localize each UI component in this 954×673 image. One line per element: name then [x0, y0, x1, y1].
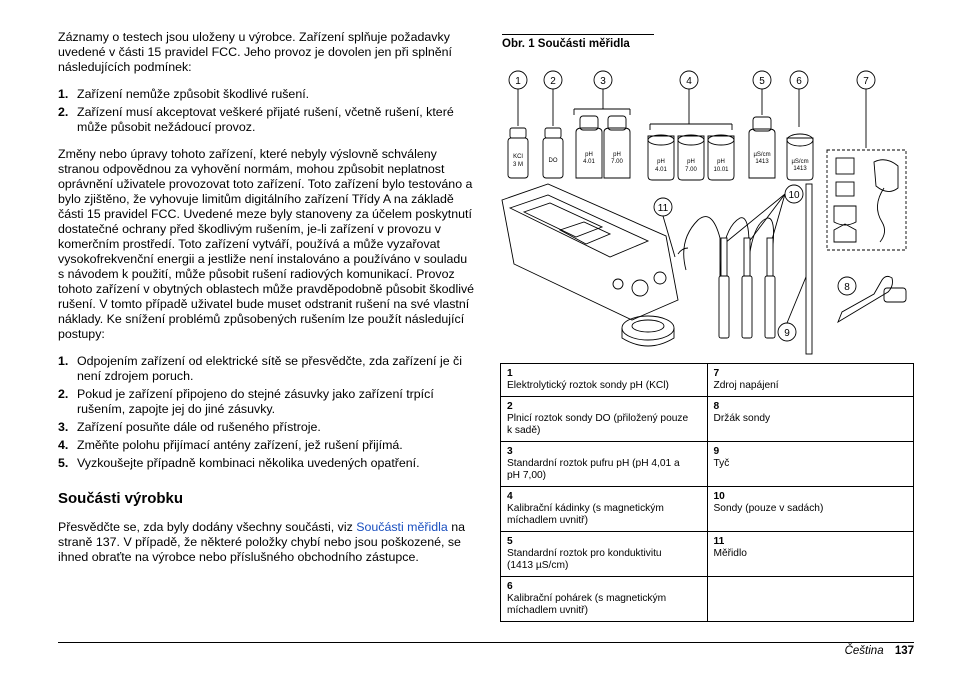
table-cell	[707, 577, 914, 622]
callout-label-8: 8	[844, 282, 850, 293]
part-description: Kalibrační kádinky (s magnetickým míchadlem uvnitř)	[507, 503, 664, 526]
left-column	[58, 30, 476, 577]
list-item	[58, 354, 476, 384]
callout-label-11: 11	[657, 203, 669, 214]
callout-label-1: 1	[515, 76, 521, 87]
list-item-text: Vyzkoušejte případně kombinaci několika uvedených opatření.	[77, 456, 420, 470]
part-description: Plnicí roztok sondy DO (přiložený pouze k sadě)	[507, 413, 689, 436]
parts-text-pre: Přesvědčte se, zda byly dodány všechny součásti, viz	[58, 520, 357, 534]
table-row	[501, 364, 914, 397]
list-item-text: Odpojením zařízení od elektrické sítě se přesvědčte, zda zařízení je či není zdrojem poruch.	[77, 354, 462, 383]
callout-label-5: 5	[759, 76, 765, 87]
list-item	[58, 105, 476, 135]
table-cell	[707, 487, 914, 532]
beaker1-value: 4.01	[655, 167, 667, 173]
table-cell	[501, 487, 708, 532]
table-cell	[501, 442, 708, 487]
list-item-number: 4.	[58, 438, 69, 452]
part-description: Držák sondy	[713, 413, 771, 424]
callout-9	[778, 272, 808, 341]
do-label: DO	[548, 158, 558, 164]
ph401-label: pH	[585, 152, 593, 158]
table-row	[501, 442, 914, 487]
beaker1-label: pH	[657, 159, 665, 165]
list-item	[58, 420, 476, 435]
part-number: 6	[507, 581, 513, 592]
part-description: Měřidlo	[713, 548, 747, 559]
figure-caption: Obr. 1 Součásti měřidla	[502, 34, 654, 50]
table-row	[501, 397, 914, 442]
parts-link[interactable]: Součásti měřidla	[356, 520, 448, 534]
beaker3-value: 10.01	[713, 167, 729, 173]
part-number: 2	[507, 401, 513, 412]
list-item	[58, 387, 476, 417]
part-number: 9	[713, 446, 720, 457]
list-item-number: 2.	[58, 387, 69, 401]
list-item-text: Pokud je zařízení připojeno do stejné zásuvky jako zařízení trpící rušením, zapojte jej do jiné zásuvky.	[77, 387, 434, 416]
cond2-value: 1413	[793, 166, 807, 172]
meter-components-figure	[500, 60, 912, 358]
table-cell	[707, 532, 914, 577]
part-number: 1	[507, 368, 513, 379]
callout-label-6: 6	[796, 76, 802, 87]
part-number: 11	[713, 536, 725, 547]
list-item-text: Zařízení posuňte dále od rušeného přístroje.	[77, 420, 321, 434]
footer-divider	[58, 642, 914, 643]
part-number: 10	[713, 491, 725, 502]
callout-label-2: 2	[550, 76, 556, 87]
list-item-text: Změňte polohu přijímací antény zařízení, jež rušení přijímá.	[77, 438, 403, 452]
table-cell	[501, 397, 708, 442]
part-description: Standardní roztok pufru pH (pH 4,01 a pH 7,00)	[507, 458, 680, 481]
modifications-paragraph: Změny nebo úpravy tohoto zařízení, které nebyly výslovně schváleny stranou odpovědnou za vyhovění normám, mohou způsobit neplatnost oprávnění uživatele provozovat toto zařízení. Toto zařízení bylo testováno a bylo zjištěno, že vyhovuje limitům digitálního zařízení Třídy A na základě části 15 pravidel FCC. Uvedené meze byly stanoveny za účelem poskytnutí dostatečné ochrany před škodlivým rušením, je-li zařízení v provozu v komerčním prostředí. Toto zařízení vytváří, používá a může vyzařovat vysokofrekvenční energii a jestliže není instalováno a používáno v souladu s návodem k použití, může působit rušení radiových komunikací. Provoz tohoto zařízení v obytných oblastech může pravděpodobně působit škodlivé rušení. V tomto případě uživatel bude muset odstranit rušení na své vlastní náklady. Ke snížení problémů způsobených rušením lze použít následující postupy:	[58, 147, 475, 341]
parts-text-post: na straně 137. V případě, že některé položky chybí nebo jsou poškozené, se ihned obraťte na výrobce nebo příslušného obchodního zástupce.	[58, 520, 466, 564]
ph700-label: pH	[613, 152, 621, 158]
part-number: 3	[507, 446, 513, 457]
section-heading: Součásti výrobku	[58, 490, 184, 507]
beaker2-value: 7.00	[685, 167, 697, 173]
beaker2-label: pH	[687, 159, 695, 165]
table-row	[501, 487, 914, 532]
table-row	[501, 532, 914, 577]
callout-label-4: 4	[686, 76, 692, 87]
part-number: 8	[713, 401, 720, 412]
list-item	[58, 438, 476, 453]
callout-label-9: 9	[784, 328, 790, 339]
beaker3-label: pH	[717, 159, 725, 165]
part-description: Zdroj napájení	[713, 380, 779, 391]
list-item-number: 2.	[58, 105, 69, 119]
table-cell	[501, 577, 708, 622]
part-number: 4	[507, 491, 513, 502]
steps-list	[58, 354, 476, 471]
callout-label-3: 3	[600, 76, 606, 87]
table-cell	[707, 397, 914, 442]
kcl-label: KCl	[513, 154, 523, 160]
part-description: Tyč	[713, 458, 730, 469]
part-description: Standardní roztok pro konduktivitu (1413 µS/cm)	[507, 548, 662, 571]
page-number: 137	[894, 645, 914, 657]
ph401-value: 4.01	[583, 159, 595, 165]
list-item	[58, 456, 476, 471]
ph700-value: 7.00	[611, 159, 623, 165]
part-number: 7	[713, 368, 720, 379]
list-item-number: 5.	[58, 456, 69, 470]
cond1-value: 1413	[755, 159, 769, 165]
list-item-text: Zařízení nemůže způsobit škodlivé rušení.	[77, 87, 310, 101]
table-cell	[501, 532, 708, 577]
footer-language: Čeština	[844, 645, 884, 657]
list-item	[58, 87, 476, 102]
list-item-number: 1.	[58, 87, 69, 101]
table-cell	[707, 364, 914, 397]
list-item-number: 1.	[58, 354, 69, 368]
callout-label-7: 7	[863, 76, 869, 87]
part-description: Sondy (pouze v sadách)	[713, 503, 824, 514]
kcl-conc-label: 3 M	[512, 162, 524, 168]
part-description: Kalibrační pohárek (s magnetickým míchadlem uvnitř)	[507, 593, 667, 616]
conditions-list	[58, 87, 476, 135]
parts-table	[500, 363, 914, 622]
table-cell	[501, 364, 708, 397]
page-footer	[845, 645, 914, 657]
list-item-number: 3.	[58, 420, 69, 434]
cond1-label: µS/cm	[753, 152, 771, 158]
part-number: 5	[507, 536, 513, 547]
parts-paragraph	[58, 520, 476, 565]
part-description: Elektrolytický roztok sondy pH (KCl)	[507, 380, 669, 391]
table-row	[501, 577, 914, 622]
cond2-label: µS/cm	[791, 159, 809, 165]
callout-label-10: 10	[788, 190, 800, 201]
table-cell	[707, 442, 914, 487]
intro-paragraph: Záznamy o testech jsou uloženy u výrobce. Zařízení splňuje požadavky uvedené v části 15 pravidel FCC. Jeho provoz je dovolen jen při splnění následujících podmínek:	[58, 30, 452, 74]
list-item-text: Zařízení musí akceptovat veškeré přijaté rušení, včetně rušení, které může působit nežádoucí provoz.	[77, 105, 454, 134]
